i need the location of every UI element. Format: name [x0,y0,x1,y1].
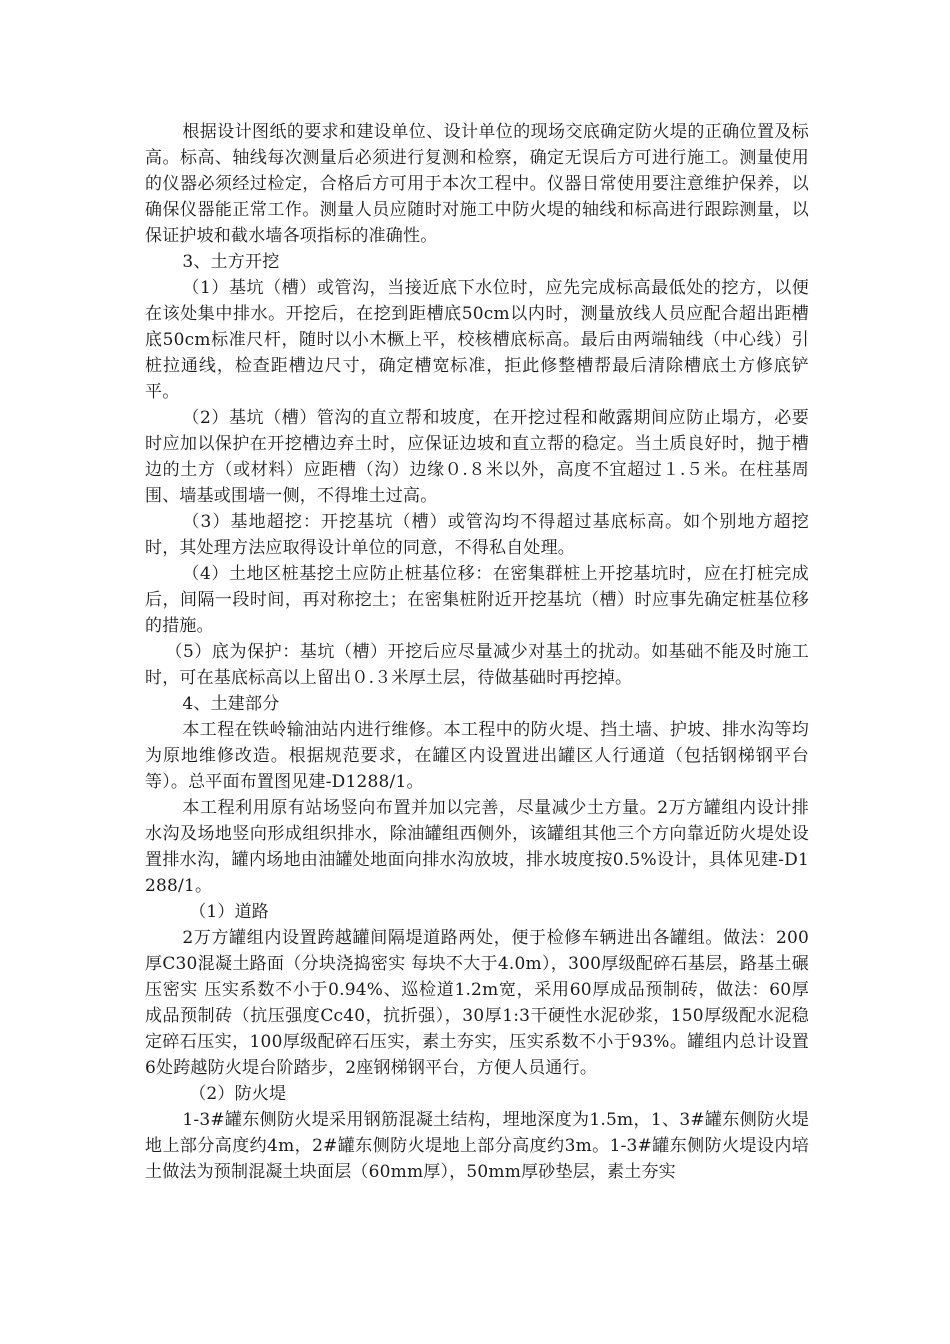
paragraph-survey: 根据设计图纸的要求和建设单位、设计单位的现场交底确定防火堤的正确位置及标高。标高、轴线每次测量后必须进行复测和检察，确定无误后方可进行施工。测量使用的仪器必须经过检定，合格后方可用于本次工程中。仪器日常使用要注意维护保养，以确保仪器能正常工作。测量人员应随时对施工中防火堤的轴线和标高进行跟踪测量，以保证护坡和截水墙各项指标的准确性。 [145,122,809,246]
subheading-firewall: （2）防火堤 [189,1084,287,1104]
paragraph-earthwork-5: （5）底为保护：基坑（槽）开挖后应尽量减少对基土的扰动。如基础不能及时施工时，可在基底标高以上留出０.３米厚土层，待做基础时再挖掉。 [145,642,809,688]
section-heading-civil: 4、土建部分 [182,694,280,714]
paragraph-civil-intro: 本工程在铁岭输油站内进行维修。本工程中的防火堤、挡土墙、护坡、排水沟等均为原地维修改造。根据规范要求，在罐区内设置进出罐区人行通道（包括钢梯钢平台等）。总平面布置图见建-D1288/1。 [145,720,809,792]
paragraph-earthwork-4: （4）土地区桩基挖土应防止桩基位移：在密集群桩上开挖基坑时，应在打桩完成后，间隔一段时间，再对称挖土；在密集桩附近开挖基坑（槽）时应事先确定桩基位移的措施。 [145,564,809,636]
subheading-road: （1）道路 [189,902,270,922]
paragraph-earthwork-2: （2）基坑（槽）管沟的直立帮和坡度，在开挖过程和敞露期间应防止塌方，必要时应加以保护在开挖槽边弃土时，应保证边坡和直立帮的稳定。当土质良好时，抛于槽边的土方（或材料）应距槽（沟）边缘０.８米以外，高度不宜超过１.５米。在柱基周围、墙基或围墙一侧，不得堆土过高。 [145,408,809,506]
paragraph-earthwork-1: （1）基坑（槽）或管沟，当接近底下水位时，应先完成标高最低处的挖方，以便在该处集中排水。开挖后，在挖到距槽底50cm以内时，测量放线人员应配合超出距槽底50cm标准尺杆，随时以小木橛上平，校核槽底标高。最后由两端轴线（中心线）引桩拉通线，检查距槽边尺寸，确定槽宽标准，拒此修整槽帮最后清除槽底土方修底铲平。 [145,278,809,402]
paragraph-earthwork-3: （3）基地超挖：开挖基坑（槽）或管沟均不得超过基底标高。如个别地方超挖时，其处理方法应取得设计单位的同意，不得私自处理。 [145,512,809,558]
paragraph-civil-drainage: 本工程利用原有站场竖向布置并加以完善，尽量减少土方量。2万方罐组内设计排水沟及场地竖向形成组织排水，除油罐组西侧外，该罐组其他三个方向靠近防火堤处设置排水沟，罐内场地由油罐处地面向排水沟放坡，排水坡度按0.5%设计，具体见建-D1288/1。 [145,798,809,896]
document-body [145,119,809,1185]
paragraph-road: 2万方罐组内设置跨越罐间隔堤道路两处，便于检修车辆进出各罐组。做法：200厚C30混凝土路面（分块浇捣密实 每块不大于4.0m），300厚级配碎石基层，路基土碾压密实 压实系数不小于0.94%、巡检道1.2m宽，采用60厚成品预制砖，做法：60厚成品预制砖（抗压强度Cc40，抗折强），30厚1:3干硬性水泥砂浆，150厚级配水泥稳定碎石压实，100厚级配碎石压实，素土夯实，压实系数不小于93%。罐组内总计设置6处跨越防火堤台阶踏步，2座钢梯钢平台，方便人员通行。 [145,928,809,1078]
paragraph-firewall: 1-3#罐东侧防火堤采用钢筋混凝土结构，埋地深度为1.5m，1、3#罐东侧防火堤地上部分高度约4m，2#罐东侧防火堤地上部分高度约3m。1-3#罐东侧防火堤设内培土做法为预制混凝土块面层（60mm厚），50mm厚砂垫层，素土夯实 [145,1110,809,1182]
section-heading-earthwork: 3、土方开挖 [182,252,280,272]
